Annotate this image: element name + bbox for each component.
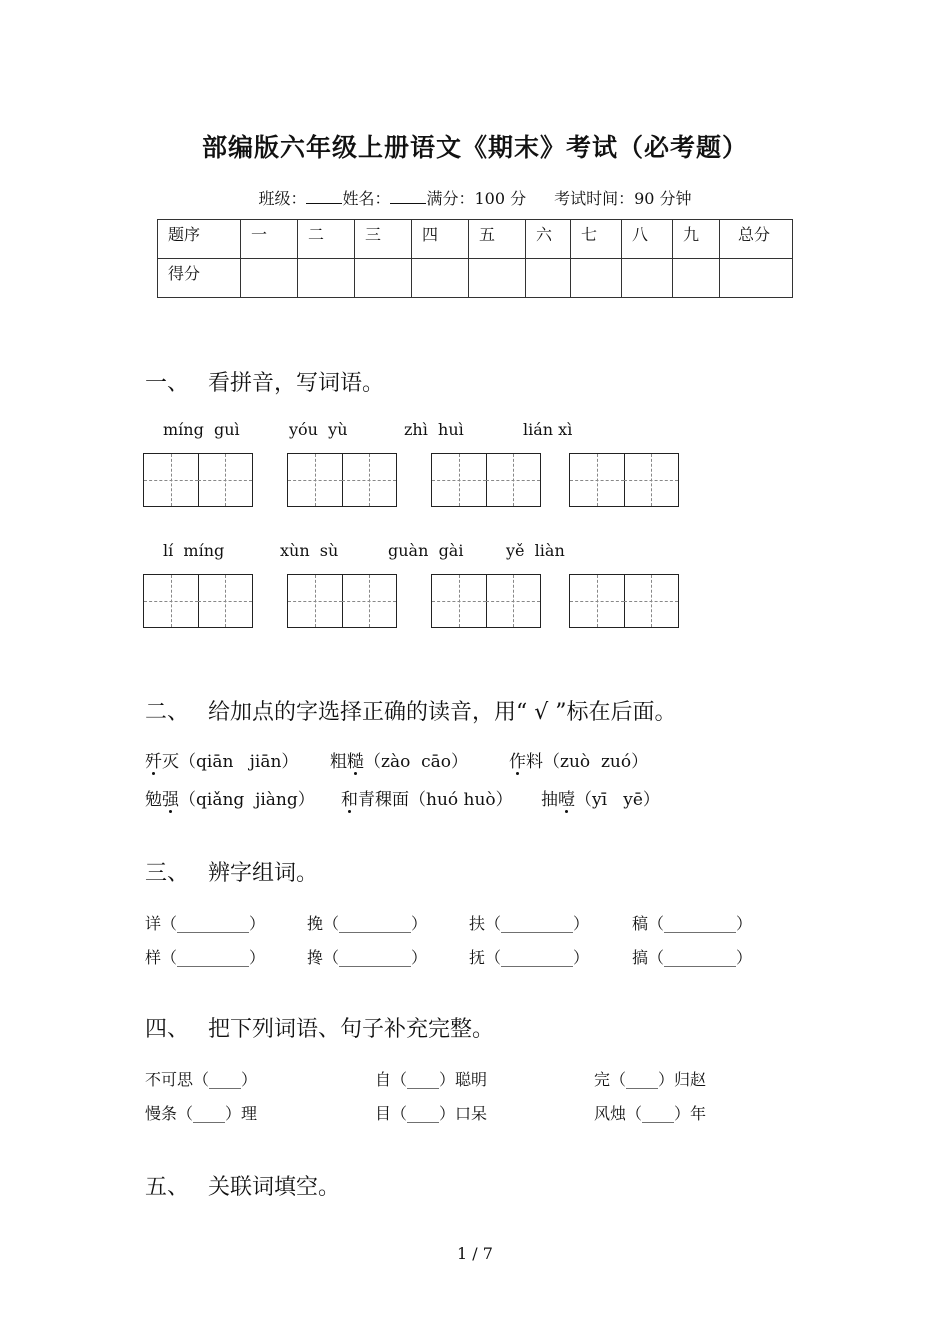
pronunciation-item xyxy=(330,747,468,772)
item-text: （yī yē） xyxy=(575,790,660,810)
pinyin: zhì huì xyxy=(404,420,464,439)
pronunciation-item xyxy=(509,747,648,772)
header-cell: 七 xyxy=(571,220,622,259)
section-title: 把下列词语、句子补充完整。 xyxy=(208,1017,495,1042)
dotted-char: 和 xyxy=(341,790,358,810)
page-number: 1 / 7 xyxy=(457,1244,493,1263)
writing-grid[interactable] xyxy=(569,453,679,507)
full-score: 满分：100 分 xyxy=(426,189,527,208)
dotted-char: 噎 xyxy=(558,790,575,810)
pronunciation-item xyxy=(145,747,298,772)
pronunciation-item xyxy=(341,785,513,810)
dotted-char: 强 xyxy=(162,790,179,810)
writing-grid[interactable] xyxy=(569,574,679,628)
score-cell[interactable] xyxy=(673,259,720,298)
section-title: 关联词填空。 xyxy=(208,1175,341,1200)
dotted-char: 作 xyxy=(509,752,526,772)
item-text: 青稞面（huó huò） xyxy=(358,790,513,810)
word-group-item[interactable]: 挽（_________） xyxy=(307,914,428,933)
score-cell[interactable] xyxy=(355,259,412,298)
pinyin: yóu yù xyxy=(289,420,348,439)
section-number: 五、 xyxy=(145,1175,190,1200)
page-title: 部编版六年级上册语文《期末》考试（必考题） xyxy=(201,133,748,162)
section-title: 辨字组词。 xyxy=(208,861,319,886)
item-text: 勉 xyxy=(145,790,162,810)
score-cell[interactable] xyxy=(298,259,355,298)
writing-grid[interactable] xyxy=(431,453,541,507)
score-cell[interactable] xyxy=(622,259,673,298)
pinyin: lián xì xyxy=(523,420,573,439)
header-cell: 四 xyxy=(412,220,469,259)
writing-grid[interactable] xyxy=(287,574,397,628)
section-title: 给加点的字选择正确的读音，用“ √ ”标在后面。 xyxy=(208,700,677,725)
word-group-item[interactable]: 稿（_________） xyxy=(632,914,753,933)
pinyin: yě liàn xyxy=(506,541,565,560)
header-cell: 一 xyxy=(241,220,298,259)
class-blank[interactable] xyxy=(306,189,342,204)
idiom-item[interactable]: 风烛（____）年 xyxy=(594,1104,707,1123)
score-cell[interactable] xyxy=(469,259,526,298)
exam-info xyxy=(0,186,950,209)
section-3-heading xyxy=(145,856,318,887)
writing-grid[interactable] xyxy=(431,574,541,628)
header-cell: 二 xyxy=(298,220,355,259)
idiom-item[interactable]: 不可思（____） xyxy=(145,1070,258,1089)
pinyin: xùn sù xyxy=(280,541,339,560)
score-table xyxy=(157,219,793,298)
section-2-heading xyxy=(145,695,677,726)
section-title: 看拼音，写词语。 xyxy=(208,371,385,396)
item-text: 料（zuò zuó） xyxy=(526,752,649,772)
header-cell: 题序 xyxy=(158,220,241,259)
pinyin-row-1 xyxy=(0,420,950,440)
word-group-item[interactable]: 搞（_________） xyxy=(632,948,753,967)
word-group-item[interactable]: 搀（_________） xyxy=(307,948,428,967)
header-cell: 总分 xyxy=(720,220,793,259)
word-group-item[interactable]: 扶（_________） xyxy=(469,914,590,933)
pinyin: míng guì xyxy=(163,420,240,439)
score-cell[interactable] xyxy=(412,259,469,298)
dotted-char: 歼 xyxy=(145,752,162,772)
idiom-item[interactable]: 完（____）归赵 xyxy=(594,1070,707,1089)
score-cell[interactable] xyxy=(720,259,793,298)
item-text: 抽 xyxy=(541,790,558,810)
item-text: （zào cāo） xyxy=(364,752,469,772)
header-cell: 五 xyxy=(469,220,526,259)
score-table-header xyxy=(158,220,793,259)
score-cell[interactable] xyxy=(571,259,622,298)
score-table-row xyxy=(158,259,793,298)
pinyin: guàn gài xyxy=(388,541,464,560)
name-label: 姓名： xyxy=(342,189,391,208)
row-label: 得分 xyxy=(158,259,241,298)
header-cell: 八 xyxy=(622,220,673,259)
word-group-item[interactable]: 样（_________） xyxy=(145,948,266,967)
header-cell: 三 xyxy=(355,220,412,259)
exam-time: 考试时间：90 分钟 xyxy=(554,189,692,208)
item-text: （qiǎng jiàng） xyxy=(179,790,315,810)
section-number: 二、 xyxy=(145,700,190,725)
pinyin: lí míng xyxy=(163,541,225,560)
section-1-heading xyxy=(145,366,384,397)
header-cell: 六 xyxy=(526,220,571,259)
section-4-heading xyxy=(145,1012,494,1043)
pronunciation-item xyxy=(541,785,660,810)
word-group-item[interactable]: 详（_________） xyxy=(145,914,266,933)
pronunciation-item xyxy=(145,785,315,810)
idiom-item[interactable]: 自（____）聪明 xyxy=(375,1070,488,1089)
item-text: 粗 xyxy=(330,752,347,772)
name-blank[interactable] xyxy=(390,189,426,204)
writing-grid[interactable] xyxy=(287,453,397,507)
score-cell[interactable] xyxy=(526,259,571,298)
section-number: 三、 xyxy=(145,861,190,886)
idiom-item[interactable]: 慢条（____）理 xyxy=(145,1104,258,1123)
section-number: 一、 xyxy=(145,371,190,396)
dotted-char: 糙 xyxy=(347,752,364,772)
section-5-heading xyxy=(145,1170,340,1201)
word-group-item[interactable]: 抚（_________） xyxy=(469,948,590,967)
section-number: 四、 xyxy=(145,1017,190,1042)
class-label: 班级： xyxy=(258,189,307,208)
idiom-item[interactable]: 目（____）口呆 xyxy=(375,1104,488,1123)
header-cell: 九 xyxy=(673,220,720,259)
writing-grid[interactable] xyxy=(143,453,253,507)
score-cell[interactable] xyxy=(241,259,298,298)
item-text: 灭（qiān jiān） xyxy=(162,752,299,772)
pinyin-row-2 xyxy=(0,541,950,561)
writing-grid[interactable] xyxy=(143,574,253,628)
